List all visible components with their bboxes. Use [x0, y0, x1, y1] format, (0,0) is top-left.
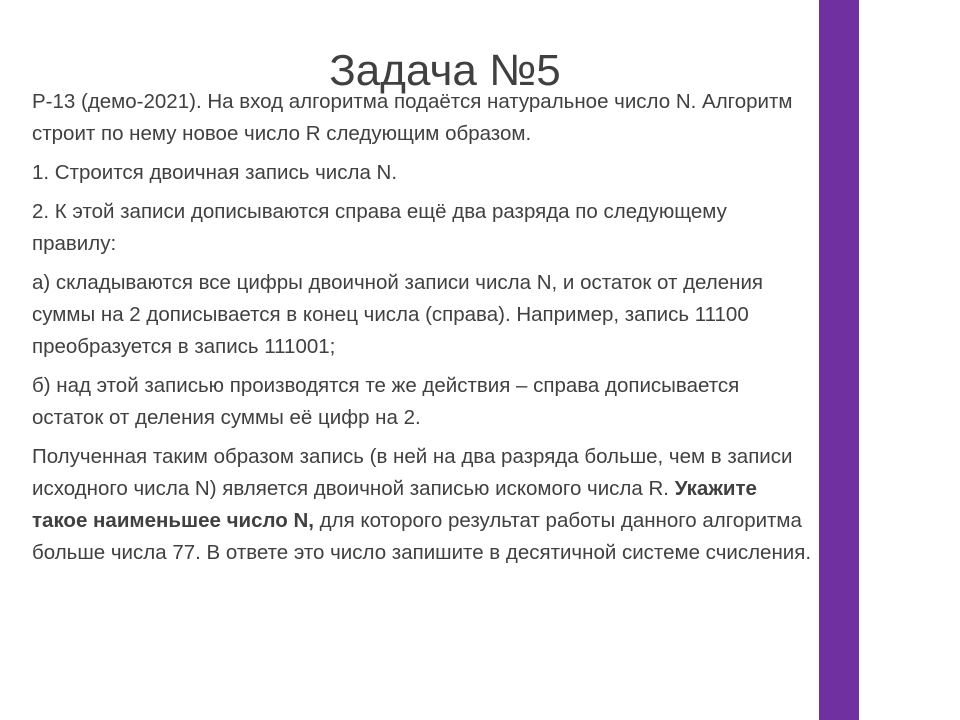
- step-1: 1. Строится двоичная запись числа N.: [32, 161, 398, 184]
- accent-bar: [819, 0, 859, 720]
- question-emphasis: Укажите такое наименьшее число N,: [32, 477, 757, 532]
- task-text: [32, 86, 812, 576]
- rule-a: а) складываются все цифры двоичной записи числа N, и остаток от деления суммы на 2 дописывается в конец числа (справа). Например, запись 11100 преобразуется в запись 111001;: [32, 271, 764, 358]
- rule-b: б) над этой записью производятся те же действия – справа дописывается остаток от деления суммы её цифр на 2.: [32, 374, 740, 429]
- slide-title: Задача №5: [329, 46, 561, 96]
- task-intro: Р-13 (демо-2021). На вход алгоритма подаётся натуральное число N. Алгоритм строит по нему новое число R следующим образом.: [32, 90, 793, 145]
- question-part-2: для которого результат работы данного алгоритма больше числа 77. В ответе это число запишите в десятичной системе счисления.: [32, 509, 812, 564]
- question-part-1: Полученная таким образом запись (в ней на два разряда больше, чем в записи исходного числа N) является двоичной записью искомого числа R.: [32, 445, 793, 500]
- task-question: [32, 441, 812, 569]
- step-2: 2. К этой записи дописываются справа ещё два разряда по следующему правилу:: [32, 200, 727, 255]
